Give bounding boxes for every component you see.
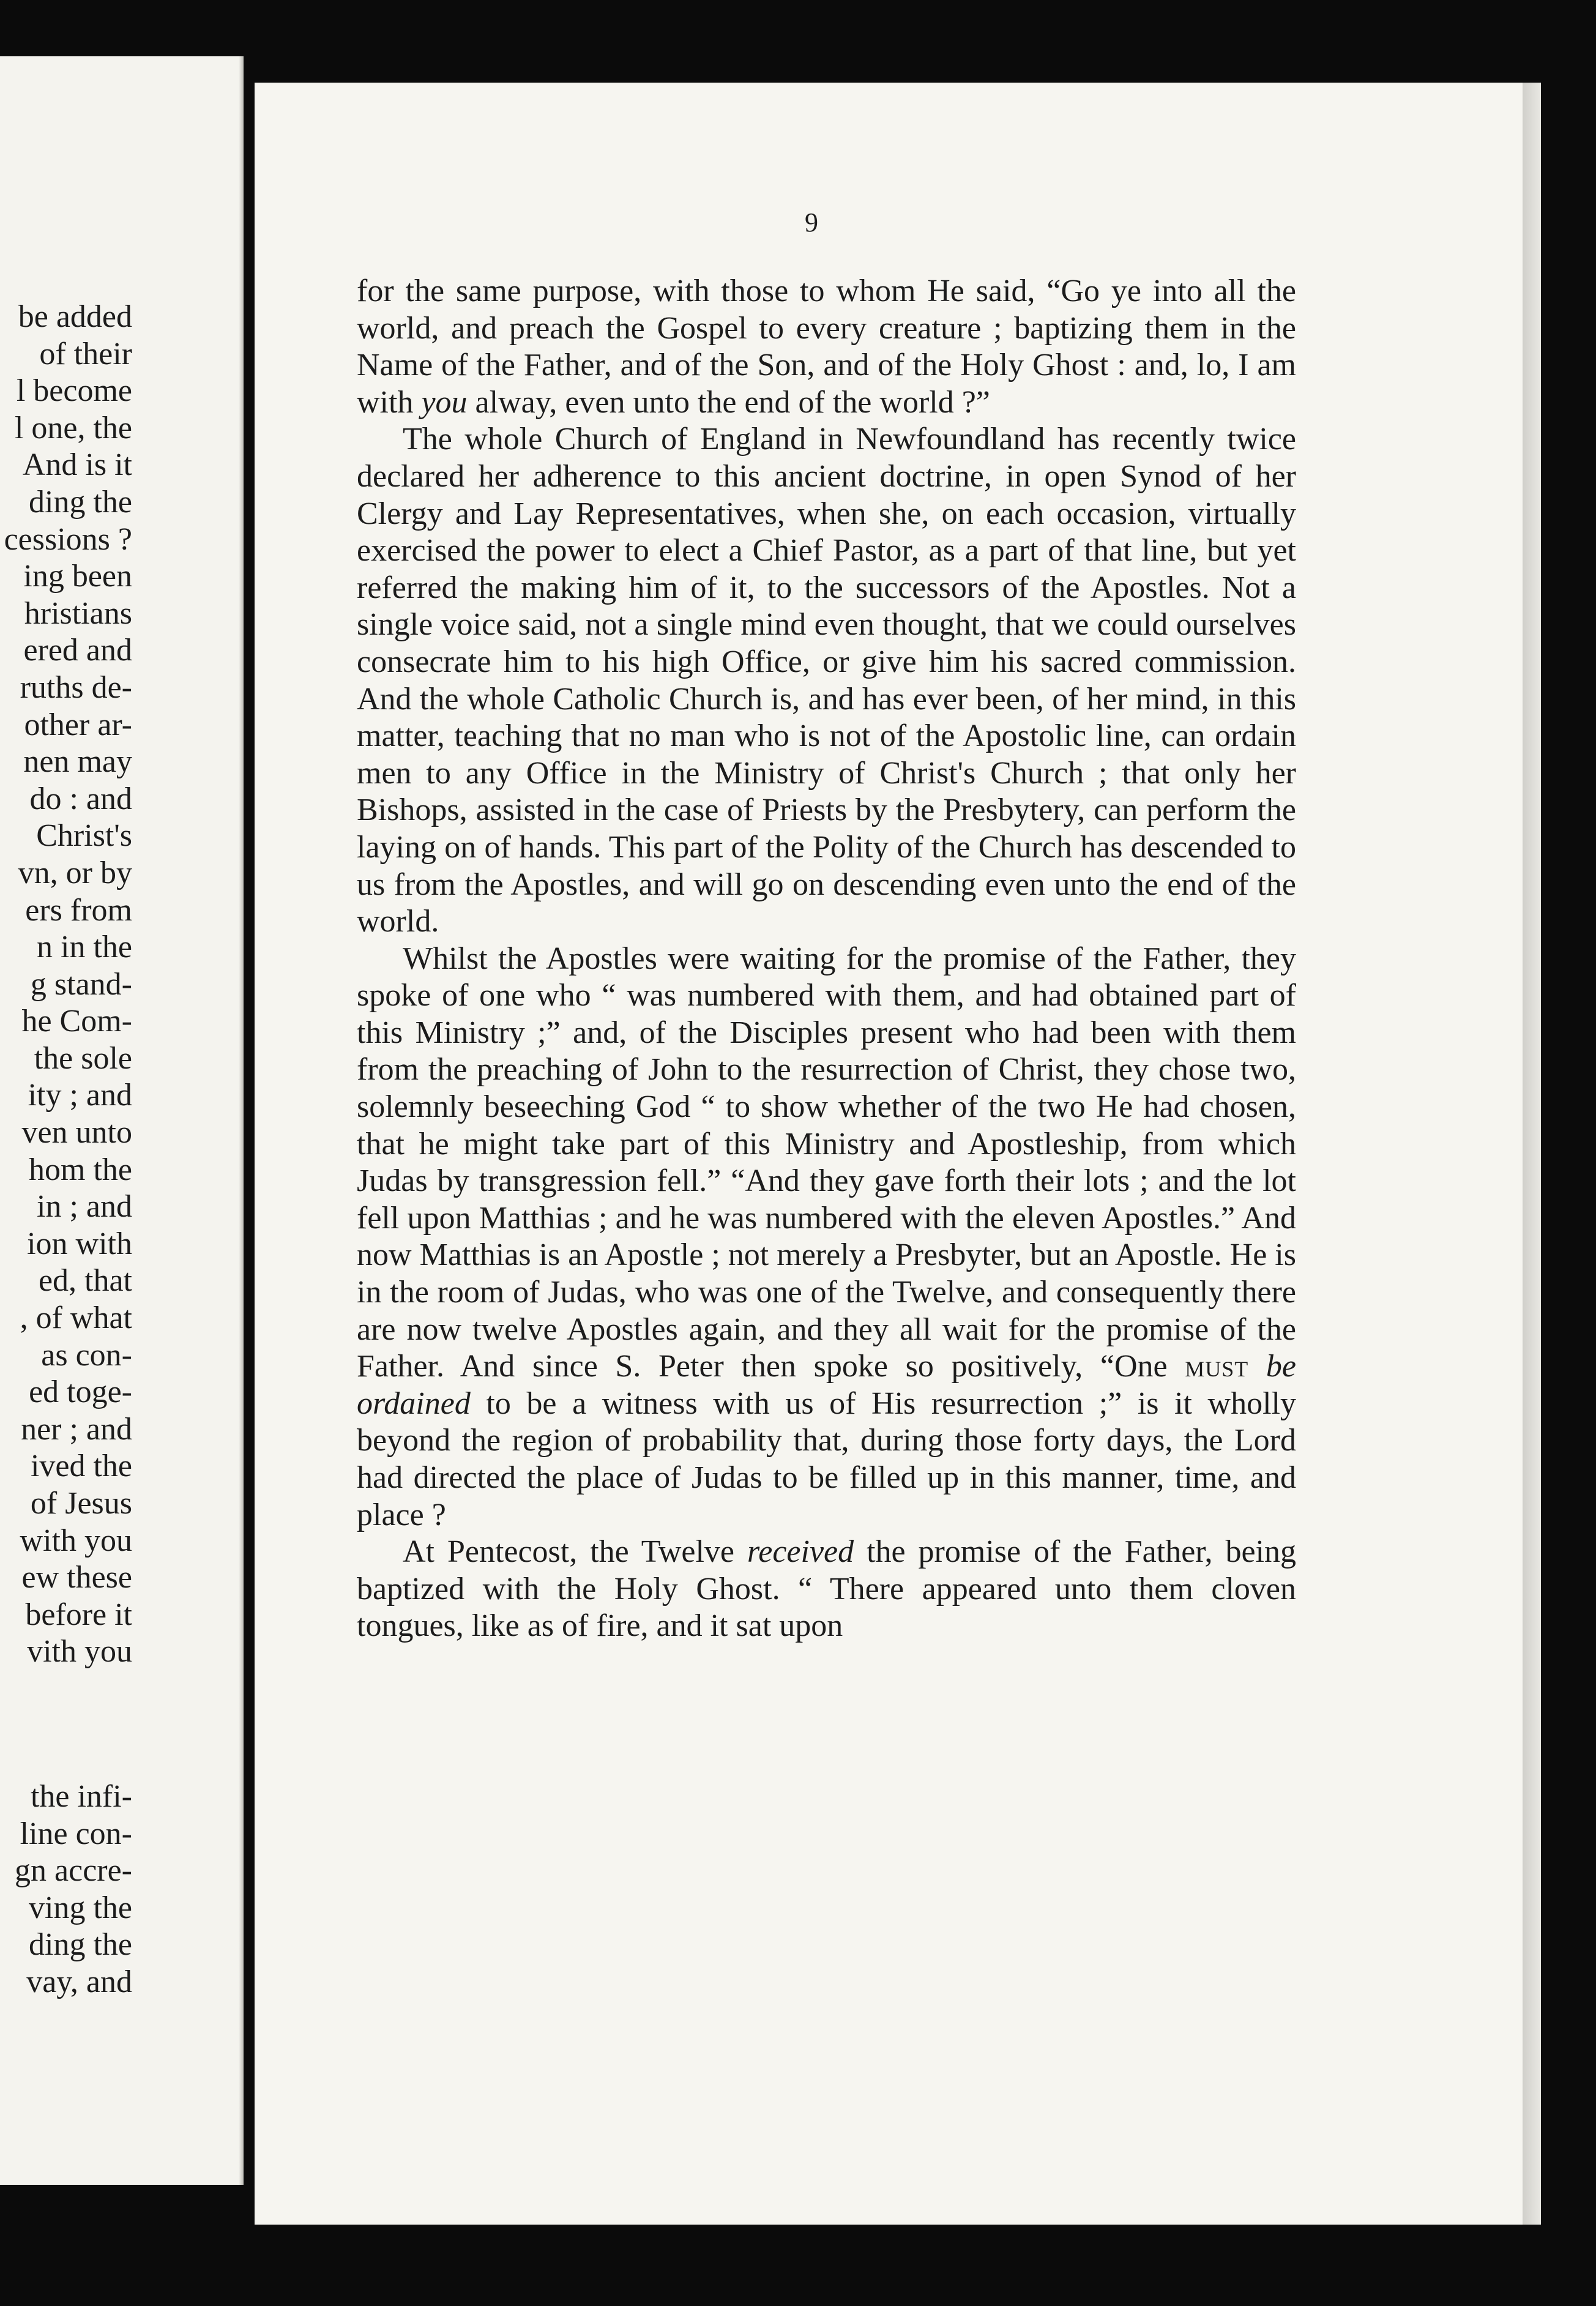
left-page-line: hom the <box>29 1152 132 1187</box>
left-page-line: be added <box>18 299 132 334</box>
left-page-line: line con- <box>20 1816 132 1851</box>
left-page-line: l become <box>16 373 132 409</box>
left-page-line: ing been <box>23 559 132 594</box>
left-page-line: nen may <box>23 744 132 780</box>
left-page-line: of Jesus <box>30 1486 132 1521</box>
left-page-line: ew these <box>21 1560 132 1595</box>
left-page-line: in ; and <box>37 1189 132 1225</box>
left-page-line: g stand- <box>30 966 132 1002</box>
left-page-line: as con- <box>41 1337 132 1373</box>
left-page-line: ding the <box>29 1927 132 1963</box>
left-page-line: ion with <box>27 1226 132 1261</box>
left-page-line: do : and <box>29 781 132 816</box>
left-page-line: ving the <box>29 1890 132 1925</box>
left-page-line: ding the <box>29 484 132 520</box>
emphasis: be ordained <box>357 1349 1297 1421</box>
left-page-line: l one, the <box>14 410 132 446</box>
left-page-line: he Com- <box>21 1004 132 1039</box>
left-page-line: Christ's <box>36 818 132 854</box>
left-page-line: of their <box>39 336 132 371</box>
left-page-line: hristians <box>24 595 132 631</box>
paragraph-1-text: for the same purpose, with those to whom He said, “Go ye into all the world, and preach the Gospel to every creature ; baptizing them in the Name of the Father, and of the Son, and of the Holy Ghost : and, lo, I am with <box>357 274 1296 420</box>
paragraph-4-text: At Pentecost, the Twelve <box>403 1534 747 1570</box>
left-page-line: ruths de- <box>20 670 132 705</box>
left-page-text-top <box>0 299 132 1671</box>
left-page-line: cessions ? <box>4 521 132 557</box>
left-page-line: , of what <box>20 1300 132 1336</box>
left-page-text-bottom <box>0 1778 132 2001</box>
paragraph-1-end: alway, even unto the end of the world ?” <box>467 384 990 420</box>
left-page-line: with you <box>20 1523 132 1558</box>
paragraph-1 <box>357 273 1296 421</box>
paragraph-3-end: to be a witness with us of His resurrection ;” is it wholly beyond the region of probability that, during those forty days, the Lord had directed the place of Judas to be filled up in this manner, time, and place ? <box>357 1386 1296 1532</box>
emphasis: you <box>421 384 468 420</box>
page-number: 9 <box>805 207 818 237</box>
left-page <box>0 56 244 2185</box>
body-text <box>357 273 1296 1645</box>
paragraph-4 <box>357 1534 1296 1645</box>
left-page-line: And is it <box>22 447 132 483</box>
left-page-line: the infi- <box>30 1779 132 1814</box>
left-page-line: ity ; and <box>28 1078 132 1113</box>
left-page-line: ers from <box>25 892 132 928</box>
left-page-line: other ar- <box>24 707 132 742</box>
paragraph-4-end: the promise of the Father, being baptized with the Holy Ghost. “ There appeared unto them cloven tongues, like as of fire, and it sat upon <box>357 1534 1297 1644</box>
left-page-line: before it <box>25 1597 132 1632</box>
left-page-line: ven unto <box>21 1115 132 1151</box>
left-page-line: ed, that <box>38 1263 132 1299</box>
paragraph-3 <box>357 941 1296 1534</box>
left-page-line: vay, and <box>26 1964 132 1999</box>
paragraph-2: The whole Church of England in Newfoundland has recently twice declared her adherence to this ancient doctrine, in open Synod of her Clergy and Lay Representatives, when she, on each occasion, virtually exercised the power to elect a Chief Pastor, as a part of that line, but yet referred the making him of it, to the successors of the Apostles. Not a single voice said, not a single mind even thought, that we could ourselves consecrate him to his high Office, or give him his sacred commission. And the whole Catholic Church is, and has ever been, of her mind, in this matter, teaching that no man who is not of the Apostolic line, can ordain men to any Office in the Ministry of Christ's Church ; that only her Bishops, assisted in the case of Priests by the Presbytery, can perform the laying on of hands. This part of the Polity of the Church has descended to us from the Apostles, and will go on descending even unto the end of the world. <box>357 422 1296 939</box>
left-page-line: ered and <box>23 633 132 668</box>
left-page-line: ner ; and <box>21 1411 132 1447</box>
page-edge <box>1523 83 1541 2225</box>
left-page-line: ed toge- <box>29 1375 132 1410</box>
left-page-line: the sole <box>34 1040 132 1076</box>
left-page-line: vith you <box>27 1634 132 1670</box>
left-page-line: n in the <box>37 930 132 965</box>
left-page-line: vn, or by <box>18 855 132 890</box>
emphasis: received <box>747 1534 854 1570</box>
left-page-line: gn accre- <box>15 1853 132 1889</box>
small-caps-word: must <box>1185 1349 1249 1384</box>
left-page-line: ived the <box>30 1449 132 1484</box>
page-fold <box>239 56 244 2185</box>
paragraph-3-text: Whilst the Apostles were waiting for the promise of the Father, they spoke of one who “ was numbered with them, and had obtained part of this Ministry ;” and, of the Disciples present who had been with them from the preaching of John to the resurrection of Christ, they chose two, solemnly beseeching God “ to show whether of the two He had chosen, that he might take part of this Ministry and Apostleship, from which Judas by transgression fell.” “And they gave forth their lots ; and the lot fell upon Matthias ; and he was numbered with the eleven Apostles.” And now Matthias is an Apostle ; not merely a Presbyter, but an Apostle. He is in the room of Judas, who was one of the Twelve, and consequently there are now twelve Apostles again, and they all wait for the promise of the Father. And since S. Peter then spoke so positively, “One <box>357 941 1296 1384</box>
